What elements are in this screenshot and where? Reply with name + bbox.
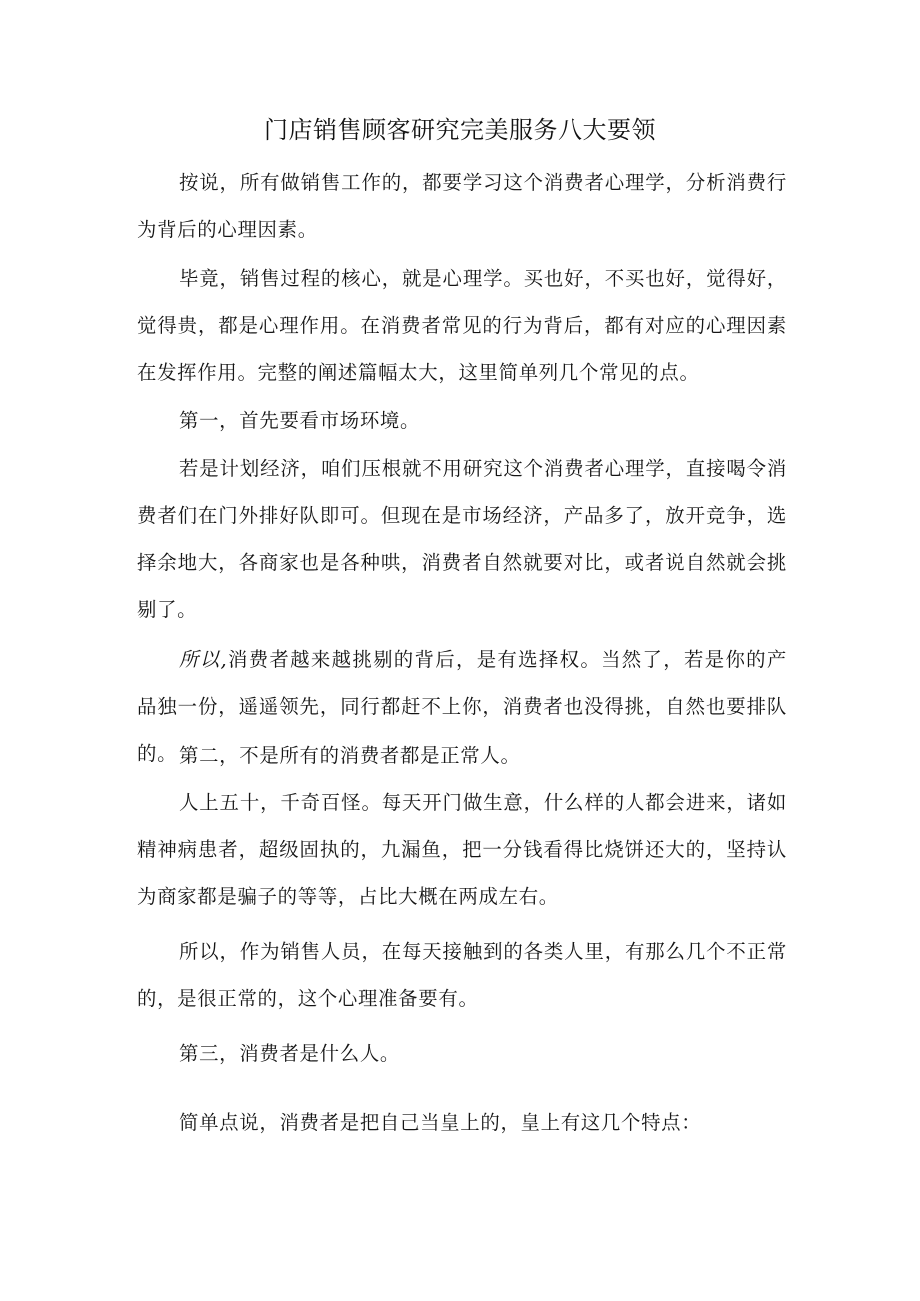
paragraph-abnormal-customers: 人上五十，千奇百怪。每天开门做生意，什么样的人都会进来，诸如精神病患者，超级固执的，九漏鱼，把一分钱看得比烧饼还大的，坚持认为商家都是骗子的等等，占比大概在两成左右。 — [137, 791, 787, 908]
paragraph-lead-word: 所以, — [179, 648, 228, 671]
paragraph-core-psychology: 毕竟，销售过程的核心，就是心理学。买也好，不买也好，觉得好，觉得贵，都是心理作用。在消费者常见的行为背后，都有对应的心理因素在发挥作用。完整的阐述篇幅太大，这里简单列几个常见的点。 — [137, 267, 787, 384]
section-heading-third: 第三，消费者是什么人。 — [179, 1042, 400, 1065]
paragraph-mental-preparation: 所以，作为销售人员，在每天接触到的各类人里，有那么几个不正常的，是很正常的，这个心理准备要有。 — [137, 940, 787, 1010]
paragraph-market-environment: 若是计划经济，咱们压根就不用研究这个消费者心理学，直接喝令消费者们在门外排好队即可。但现在是市场经济，产品多了，放开竞争，选择余地大，各商家也是各种哄，消费者自然就要对比，或者说自然就会挑剔了。 — [137, 457, 787, 621]
paragraph-intro: 按说，所有做销售工作的，都要学习这个消费者心理学，分析消费行为背后的心理因素。 — [137, 171, 787, 241]
section-heading-first: 第一，首先要看市场环境。 — [179, 409, 421, 432]
document-title: 门店销售顾客研究完美服务八大要领 — [264, 116, 656, 144]
paragraph-emperor-traits: 简单点说，消费者是把自己当皇上的，皇上有这几个特点： — [179, 1111, 702, 1134]
section-heading-second: 第二，不是所有的消费者都是正常人。 — [179, 744, 521, 767]
paragraph-body: 消费者越来越挑剔的背后，是有选择权。当然了，若是你的产品独一份，遥遥领先，同行都赶不上你，消费者也没得挑，自然也要排队的。 — [137, 648, 787, 765]
